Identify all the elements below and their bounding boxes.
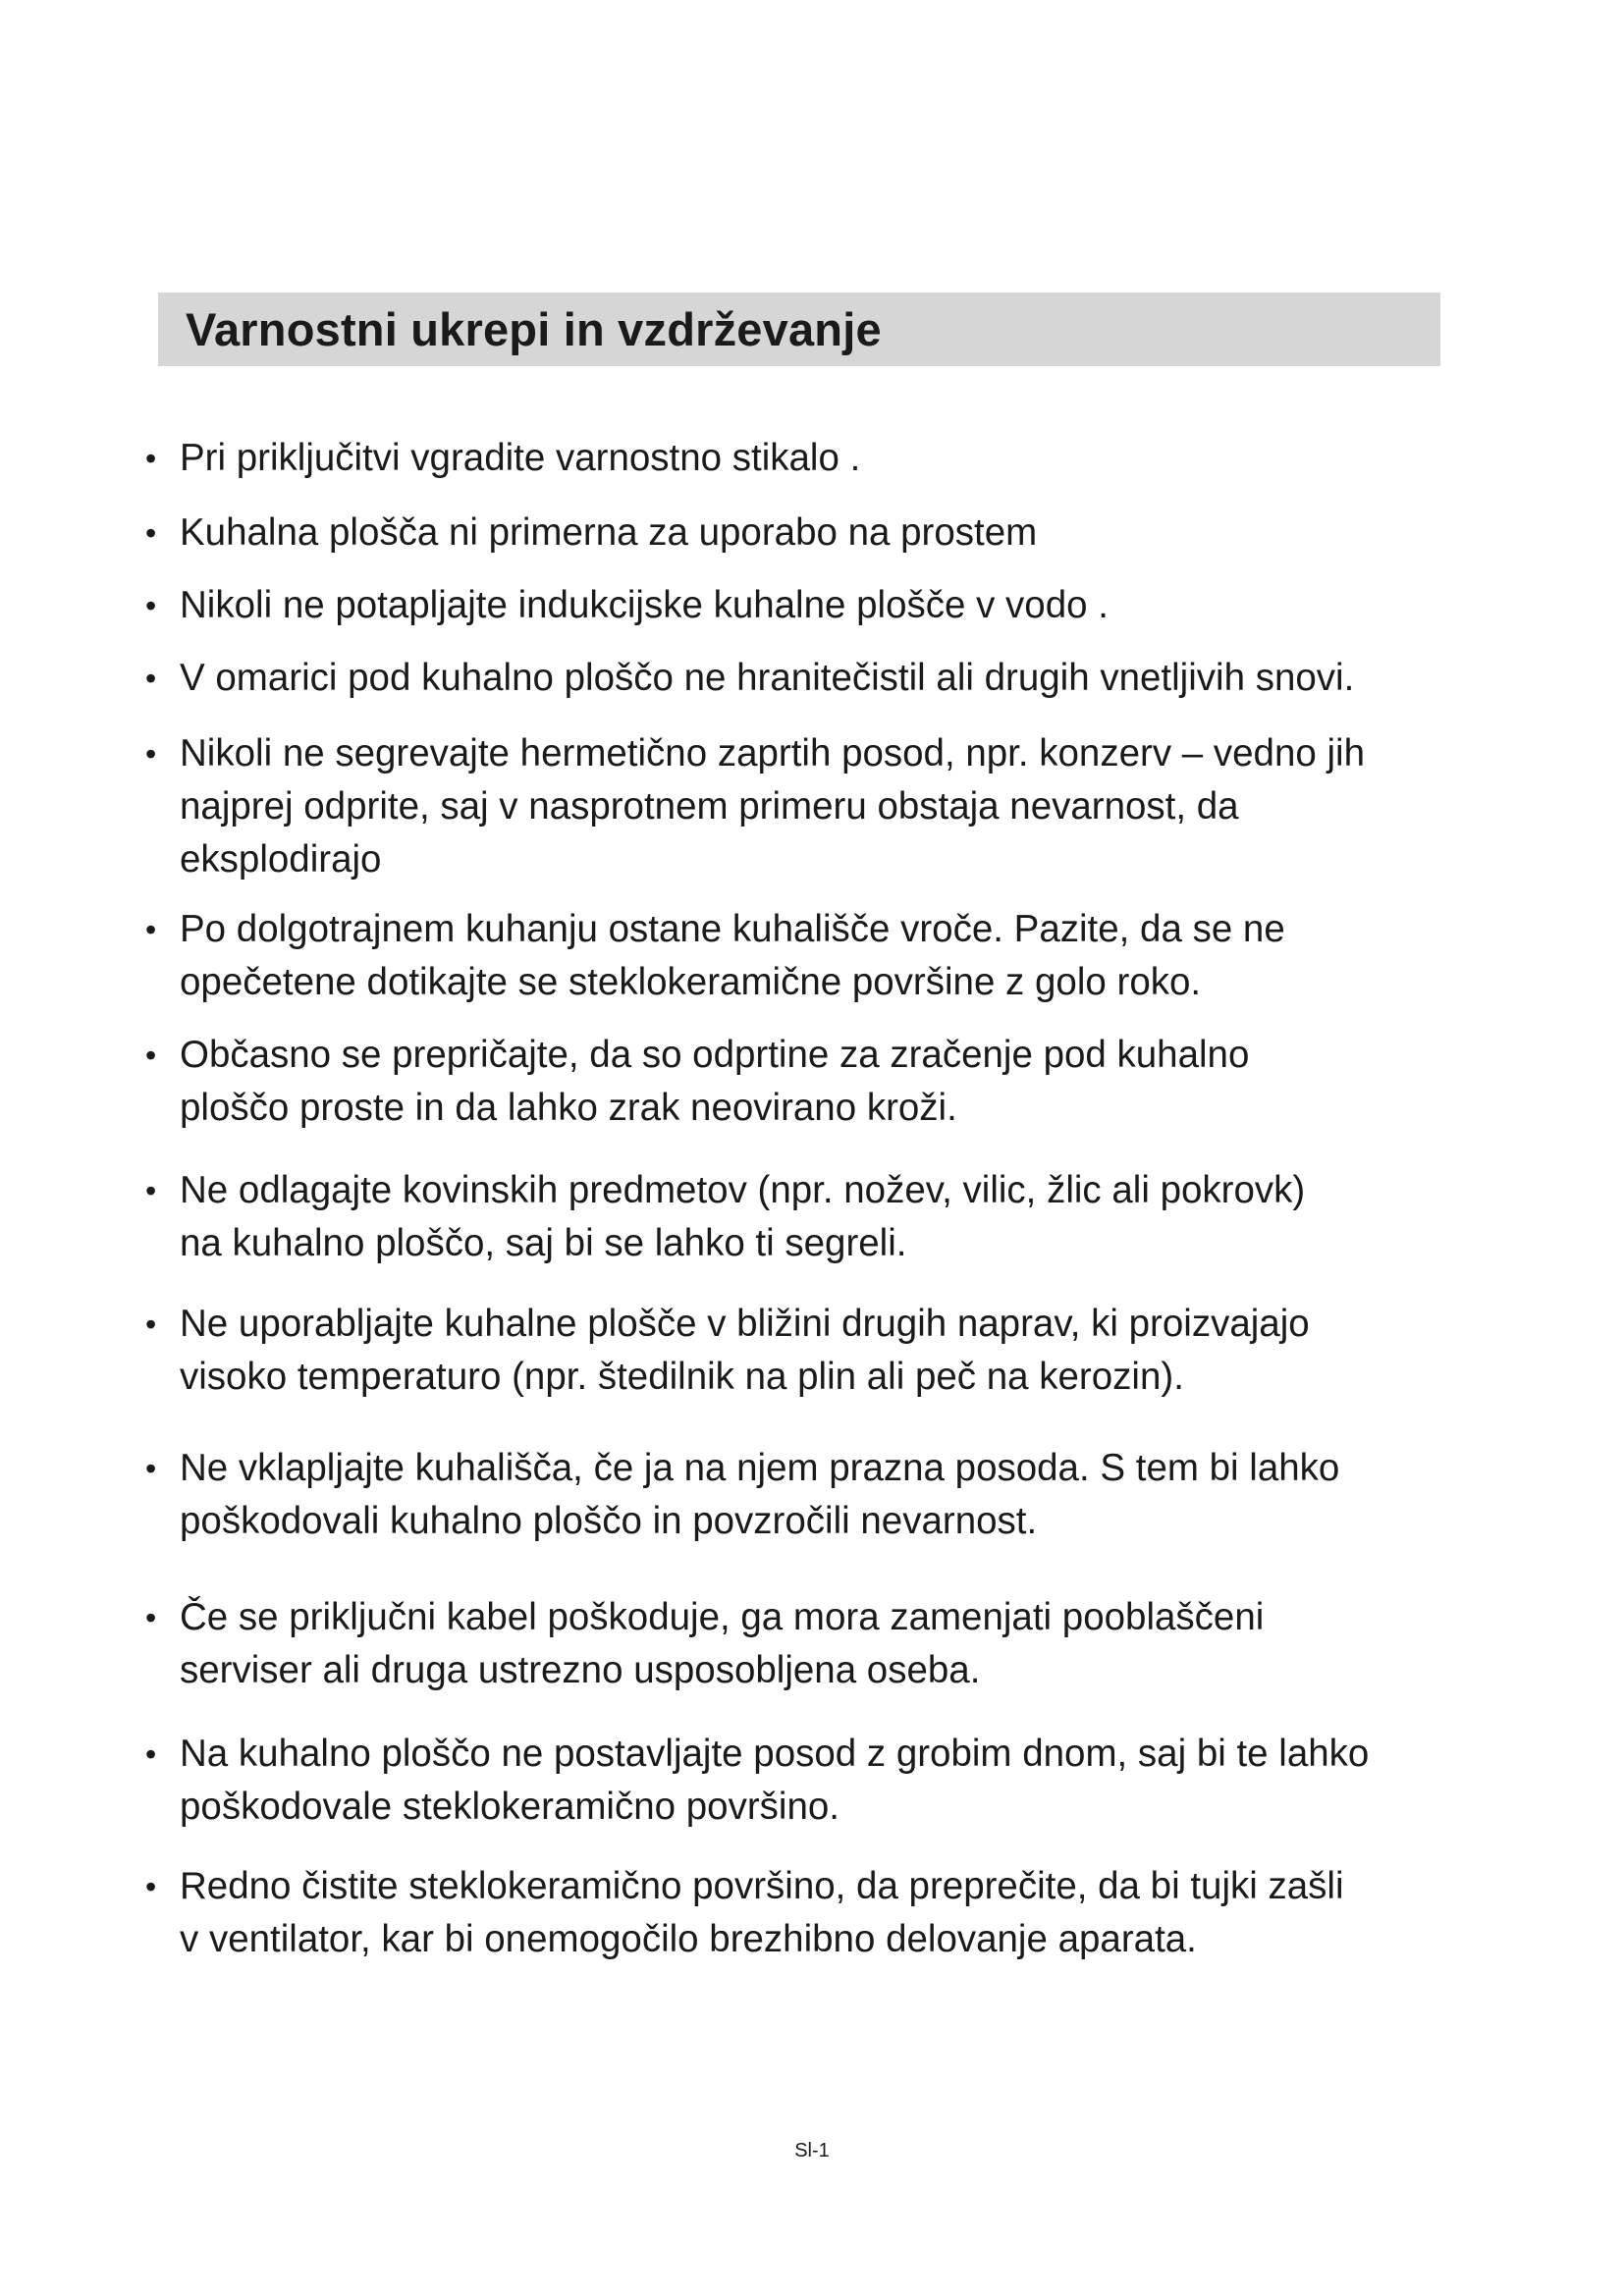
bullet-icon: • <box>145 1600 157 1635</box>
bullet-icon: • <box>145 661 157 696</box>
list-item-text: Pri priključitvi vgradite varnostno stikalo . <box>180 437 861 479</box>
bullet-icon: • <box>145 1451 157 1486</box>
list-item-text: eksplodirajo <box>180 838 382 881</box>
list-item <box>145 1029 1540 1135</box>
list-item-text: serviser ali druga ustrezno usposobljena oseba. <box>180 1649 981 1691</box>
list-item-text: opečetene dotikajte se steklokeramične površine z golo roko. <box>180 961 1202 1003</box>
list-item-text: Ne vklapljajte kuhališča, če ja na njem prazna posoda. S tem bi lahko <box>180 1447 1340 1489</box>
list-item-text: Nikoli ne segrevajte hermetično zaprtih posod, npr. konzerv – vedno jih <box>180 732 1365 774</box>
bullet-icon: • <box>145 736 157 772</box>
list-item <box>145 1860 1540 1966</box>
list-item-text: Nikoli ne potapljajte indukcijske kuhalne plošče v vodo . <box>180 584 1109 626</box>
list-item <box>145 727 1540 886</box>
list-item-text: Občasno se prepričajte, da so odprtine za zračenje pod kuhalno <box>180 1034 1250 1076</box>
list-item <box>145 652 1540 705</box>
bullet-icon: • <box>145 1869 157 1904</box>
list-item <box>145 507 1540 560</box>
bullet-icon: • <box>145 912 157 947</box>
list-item-text: visoko temperaturo (npr. štedilnik na plin ali peč na kerozin). <box>180 1356 1184 1398</box>
list-item <box>145 432 1540 485</box>
page-title: Varnostni ukrepi in vzdrževanje <box>186 303 882 355</box>
list-item <box>145 579 1540 632</box>
list-item-text: Ne uporabljajte kuhalne plošče v bližini drugih naprav, ki proizvajajo <box>180 1303 1310 1345</box>
bullet-icon: • <box>145 588 157 623</box>
page-number: Sl-1 <box>794 2140 830 2162</box>
list-item <box>145 1298 1540 1404</box>
bullet-icon: • <box>145 515 157 551</box>
list-item-text: poškodovali kuhalno ploščo in povzročili nevarnost. <box>180 1500 1038 1542</box>
list-item-text: v ventilator, kar bi onemogočilo brezhibno delovanje aparata. <box>180 1918 1197 1960</box>
list-item-text: ploščo proste in da lahko zrak neovirano kroži. <box>180 1087 957 1129</box>
list-item-text: Kuhalna plošča ni primerna za uporabo na prostem <box>180 511 1038 554</box>
list-item-text: Redno čistite steklokeramično površino, da preprečite, da bi tujki zašli <box>180 1865 1344 1907</box>
bullet-icon: • <box>145 1038 157 1073</box>
bullet-icon: • <box>145 1307 157 1342</box>
bullet-icon: • <box>145 1173 157 1208</box>
list-item-text: najprej odprite, saj v nasprotnem primeru obstaja nevarnost, da <box>180 785 1239 828</box>
list-item <box>145 1164 1540 1270</box>
bullet-icon: • <box>145 441 157 476</box>
list-item-text: V omarici pod kuhalno ploščo ne hranitečistil ali drugih vnetljivih snovi. <box>180 657 1355 699</box>
list-item-text: Če se priključni kabel poškoduje, ga mora zamenjati pooblaščeni <box>180 1596 1265 1638</box>
list-item-text: Po dolgotrajnem kuhanju ostane kuhališče vroče. Pazite, da se ne <box>180 908 1285 950</box>
list-item-text: Na kuhalno ploščo ne postavljajte posod z grobim dnom, saj bi te lahko <box>180 1733 1370 1775</box>
list-item <box>145 1728 1540 1834</box>
list-item-text: poškodovale steklokeramično površino. <box>180 1786 839 1828</box>
list-item <box>145 1591 1540 1697</box>
list-item <box>145 1442 1540 1548</box>
list-item-text: na kuhalno ploščo, saj bi se lahko ti segreli. <box>180 1222 907 1264</box>
bullet-icon: • <box>145 1736 157 1772</box>
list-item <box>145 903 1540 1009</box>
list-item-text: Ne odlagajte kovinskih predmetov (npr. nožev, vilic, žlic ali pokrovk) <box>180 1169 1306 1211</box>
